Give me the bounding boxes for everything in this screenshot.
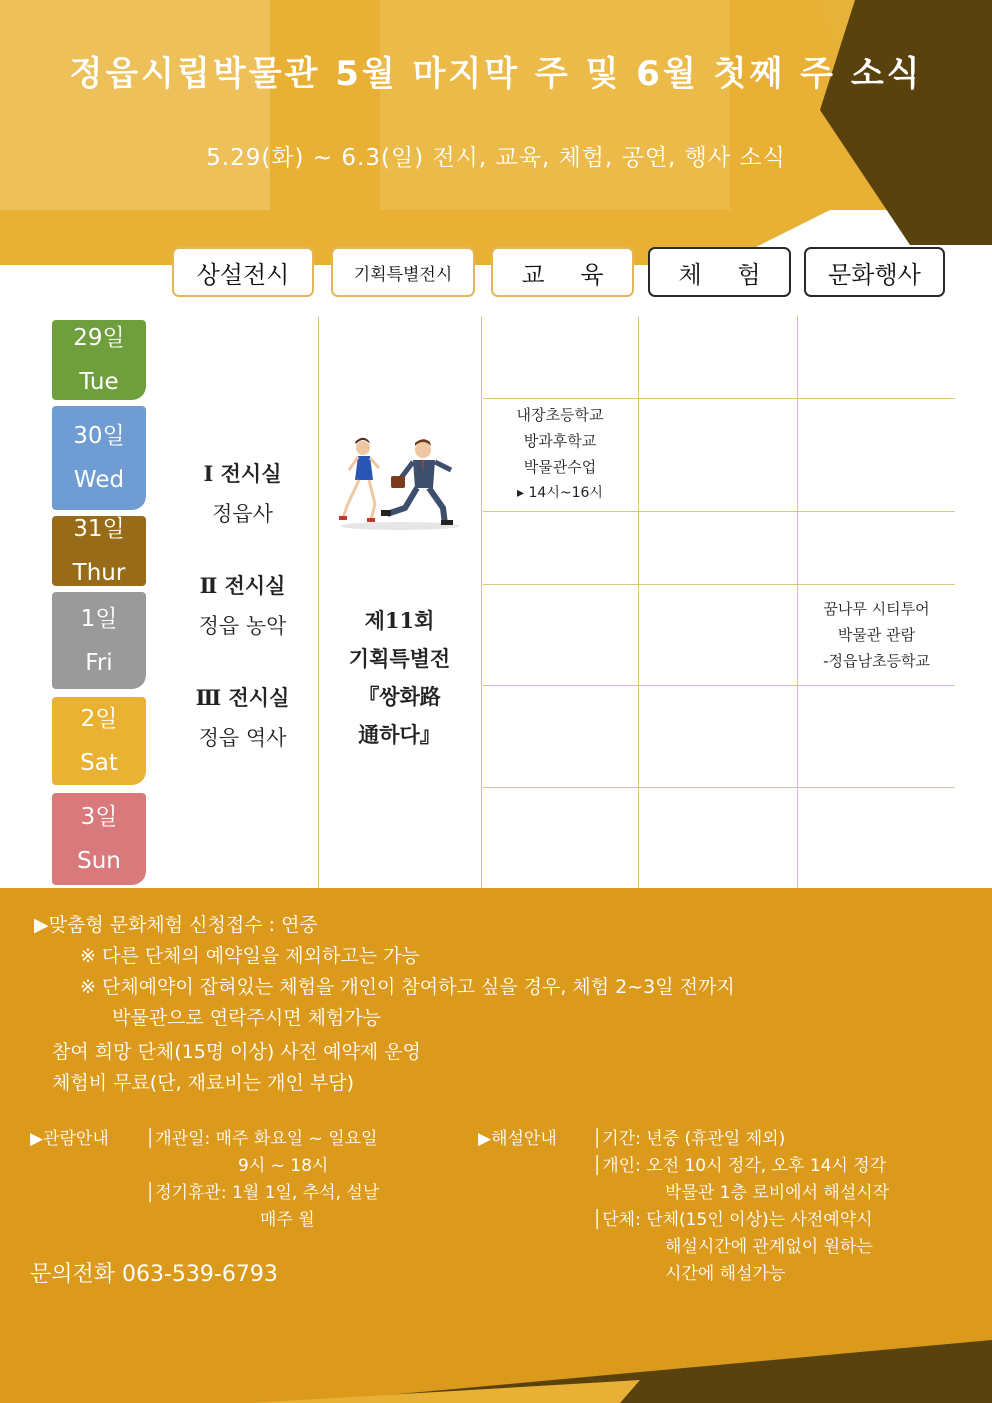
guide-personal-2: 박물관 1층 로비에서 해설시작 (665, 1183, 890, 1203)
notice-line-1: ▶맞춤형 문화체험 신청접수 : 연중 (34, 914, 318, 936)
hall-name: 정읍 역사 (198, 726, 287, 750)
guide-group-2: 해설시간에 관계없이 원하는 (665, 1237, 873, 1257)
contact-phone: 문의전화 063-539-6793 (30, 1262, 278, 1287)
day-date: 1일 (80, 605, 118, 632)
grid-line (481, 316, 482, 888)
day-weekday: Tue (79, 369, 119, 395)
special-line: 『쌍화路 (358, 684, 441, 709)
day-weekday: Thur (72, 560, 126, 586)
grid-line (483, 398, 955, 399)
notice-line-3: ※ 단체예약이 잡혀있는 체험을 개인이 참여하고 싶을 경우, 체험 2~3일 전까지 (80, 976, 735, 998)
notice-line-6: 체험비 무료(단, 재료비는 개인 부담) (52, 1072, 354, 1094)
special-line: 通하다』 (358, 722, 441, 747)
visit-label: ▶관람안내 (30, 1129, 109, 1149)
hall-title: Ⅰ 전시실 (203, 461, 282, 486)
day-date: 31일 (73, 516, 125, 542)
grid-line (483, 511, 955, 512)
grid-line (483, 685, 955, 686)
page-title: 정읍시립박물관 5월 마지막 주 및 6월 첫째 주 소식 (69, 54, 923, 94)
day-label-29 (52, 320, 146, 400)
day-weekday: Sat (80, 750, 118, 776)
education-line: 방과후학교 (523, 432, 597, 450)
day-date: 29일 (73, 325, 125, 351)
education-line: ▸ 14시~16시 (517, 485, 603, 501)
day-weekday: Sun (77, 848, 121, 874)
event-cell-1 (798, 596, 955, 674)
category-experience: 체 험 (648, 247, 791, 297)
permanent-hall-2 (170, 570, 315, 640)
hall-name: 정읍 농악 (198, 614, 287, 638)
guide-period: │기간: 년중 (휴관일 제외) (592, 1129, 786, 1149)
permanent-hall-3 (170, 682, 315, 752)
day-label-3 (52, 793, 146, 885)
guide-group-3: 시간에 해설가능 (665, 1264, 786, 1284)
visit-closed-2: 매주 월 (260, 1210, 315, 1230)
day-weekday: Wed (73, 467, 125, 493)
guide-group: │단체: 단체(15인 이상)는 사전예약시 (592, 1210, 873, 1230)
grid-line (318, 316, 319, 888)
day-date: 30일 (73, 423, 125, 449)
special-line: 제11회 (364, 608, 435, 633)
page-subtitle: 5.29(화) ~ 6.3(일) 전시, 교육, 체험, 공연, 행사 소식 (206, 145, 786, 171)
day-date: 3일 (80, 804, 118, 830)
visit-hours: 9시 ~ 18시 (238, 1156, 329, 1176)
footer-decoration (0, 1340, 992, 1403)
day-weekday: Fri (85, 649, 113, 676)
running-people-illustration (325, 432, 475, 532)
day-label-30 (52, 406, 146, 510)
education-line: 박물관수업 (523, 458, 597, 476)
education-line: 내장초등학교 (516, 406, 604, 424)
notice-line-2: ※ 다른 단체의 예약일을 제외하고는 가능 (80, 945, 420, 967)
day-date: 2일 (80, 706, 118, 732)
grid-line (483, 584, 955, 585)
education-cell-30 (483, 402, 637, 506)
event-line: 꿈나무 시티투어 (823, 600, 930, 618)
hall-title: Ⅲ 전시실 (195, 685, 290, 710)
day-label-1 (52, 592, 146, 689)
permanent-hall-1 (170, 458, 315, 528)
category-permanent-exhibition: 상설전시 (172, 247, 314, 297)
category-cultural-events: 문화행사 (804, 247, 945, 297)
category-education: 교 육 (491, 247, 634, 297)
visit-closed: │정기휴관: 1월 1일, 추석, 설날 (145, 1183, 380, 1203)
day-label-31 (52, 516, 146, 586)
hall-name: 정읍사 (212, 502, 273, 526)
grid-line (483, 787, 955, 788)
event-line: -정읍남초등학교 (823, 652, 930, 670)
event-line: 박물관 관람 (837, 626, 916, 644)
notice-line-4: 박물관으로 연락주시면 체험가능 (112, 1007, 382, 1029)
special-line: 기획특별전 (348, 646, 451, 671)
guide-personal: │개인: 오전 10시 정각, 오후 14시 정각 (592, 1156, 887, 1176)
notice-line-5: 참여 희망 단체(15명 이상) 사전 예약제 운영 (52, 1041, 421, 1063)
category-special-exhibition: 기획특별전시 (331, 247, 475, 297)
grid-line (638, 316, 639, 888)
day-label-2 (52, 697, 146, 785)
special-exhibition-text (322, 602, 477, 754)
guide-label: ▶해설안내 (478, 1129, 557, 1149)
hall-title: Ⅱ 전시실 (199, 573, 286, 598)
visit-open: │개관일: 매주 화요일 ~ 일요일 (145, 1129, 378, 1149)
